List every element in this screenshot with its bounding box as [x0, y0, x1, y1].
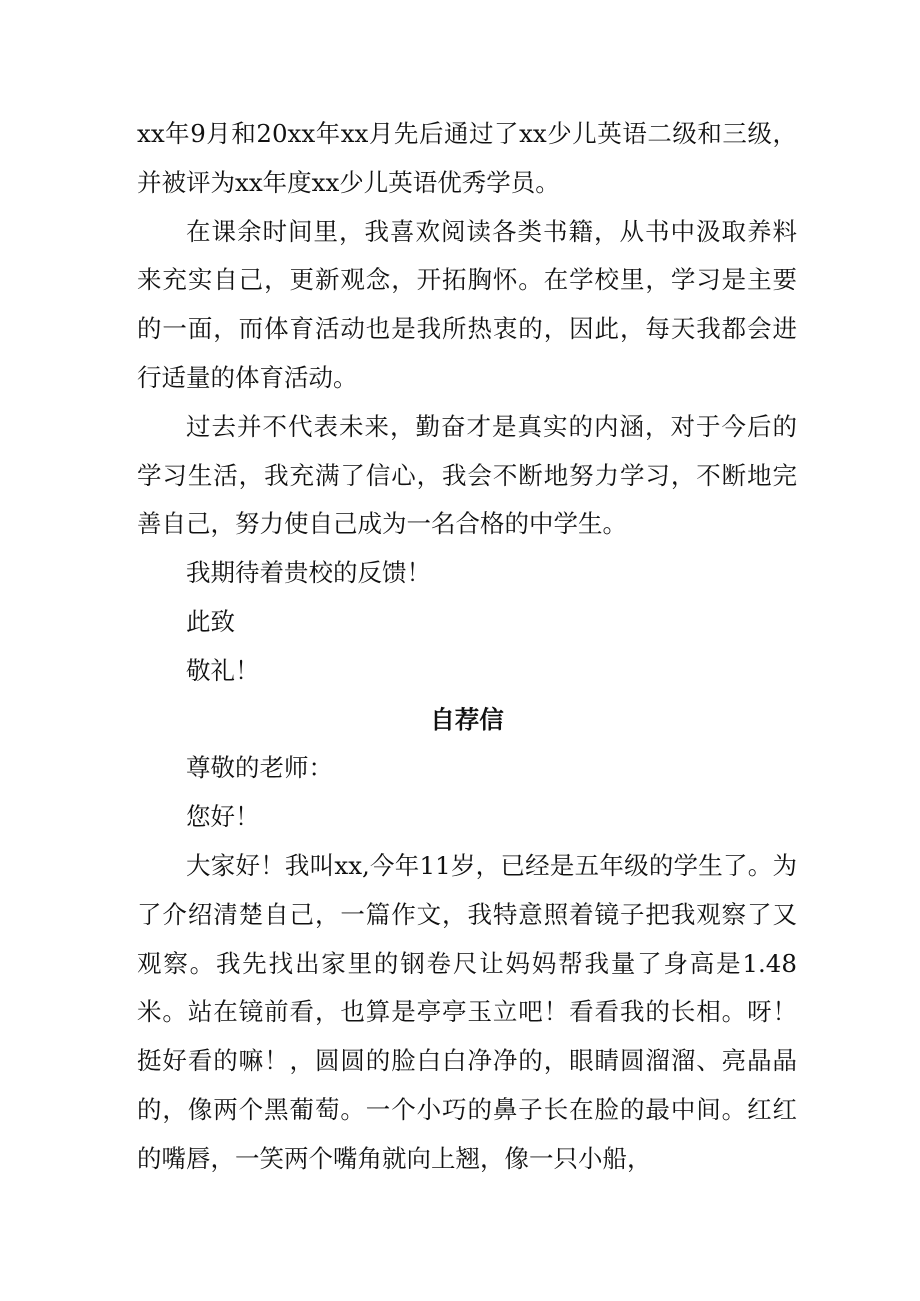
paragraph-certificates: xx年9月和20xx年xx月先后通过了xx少儿英语二级和三级，并被评为xx年度xx少儿英语优秀学员。 [137, 119, 797, 197]
document-page [137, 110, 797, 1184]
paragraph-reading: 在课余时间里，我喜欢阅读各类书籍，从书中汲取养料来充实自己，更新观念，开拓胸怀。在学校里，学习是主要的一面，而体育活动也是我所热衷的，因此，每天我都会进行适量的体育活动。 [137, 216, 797, 392]
closing-regards: 敬礼！ [186, 655, 260, 685]
closing-salutation: 此致 [186, 606, 235, 636]
paragraph-future: 过去并不代表未来，勤奋才是真实的内涵，对于今后的学习生活，我充满了信心，我会不断地努力学习，不断地完善自己，努力使自己成为一名合格的中学生。 [137, 411, 797, 539]
paragraph-self-introduction: 大家好！我叫xx,今年11岁，已经是五年级的学生了。为了介绍清楚自己，一篇作文，我特意照着镜子把我观察了又观察。我先找出家里的钢卷尺让妈妈帮我量了身高是1.48米。站在镜前看，也算是亭亭玉立吧！看看我的长相。呀！挺好看的嘛！，圆圆的脸白白净净的，眼睛圆溜溜、亮晶晶的，像两个黑葡萄。一个小巧的鼻子长在脸的最中间。红红的嘴唇，一笑两个嘴角就向上翘，像一只小船， [137, 850, 797, 1173]
letter-title: 自荐信 [430, 704, 504, 734]
greeting-hello: 您好！ [186, 802, 260, 832]
greeting-addressee: 尊敬的老师： [186, 753, 333, 783]
paragraph-expectation: 我期待着贵校的反馈！ [186, 558, 431, 588]
